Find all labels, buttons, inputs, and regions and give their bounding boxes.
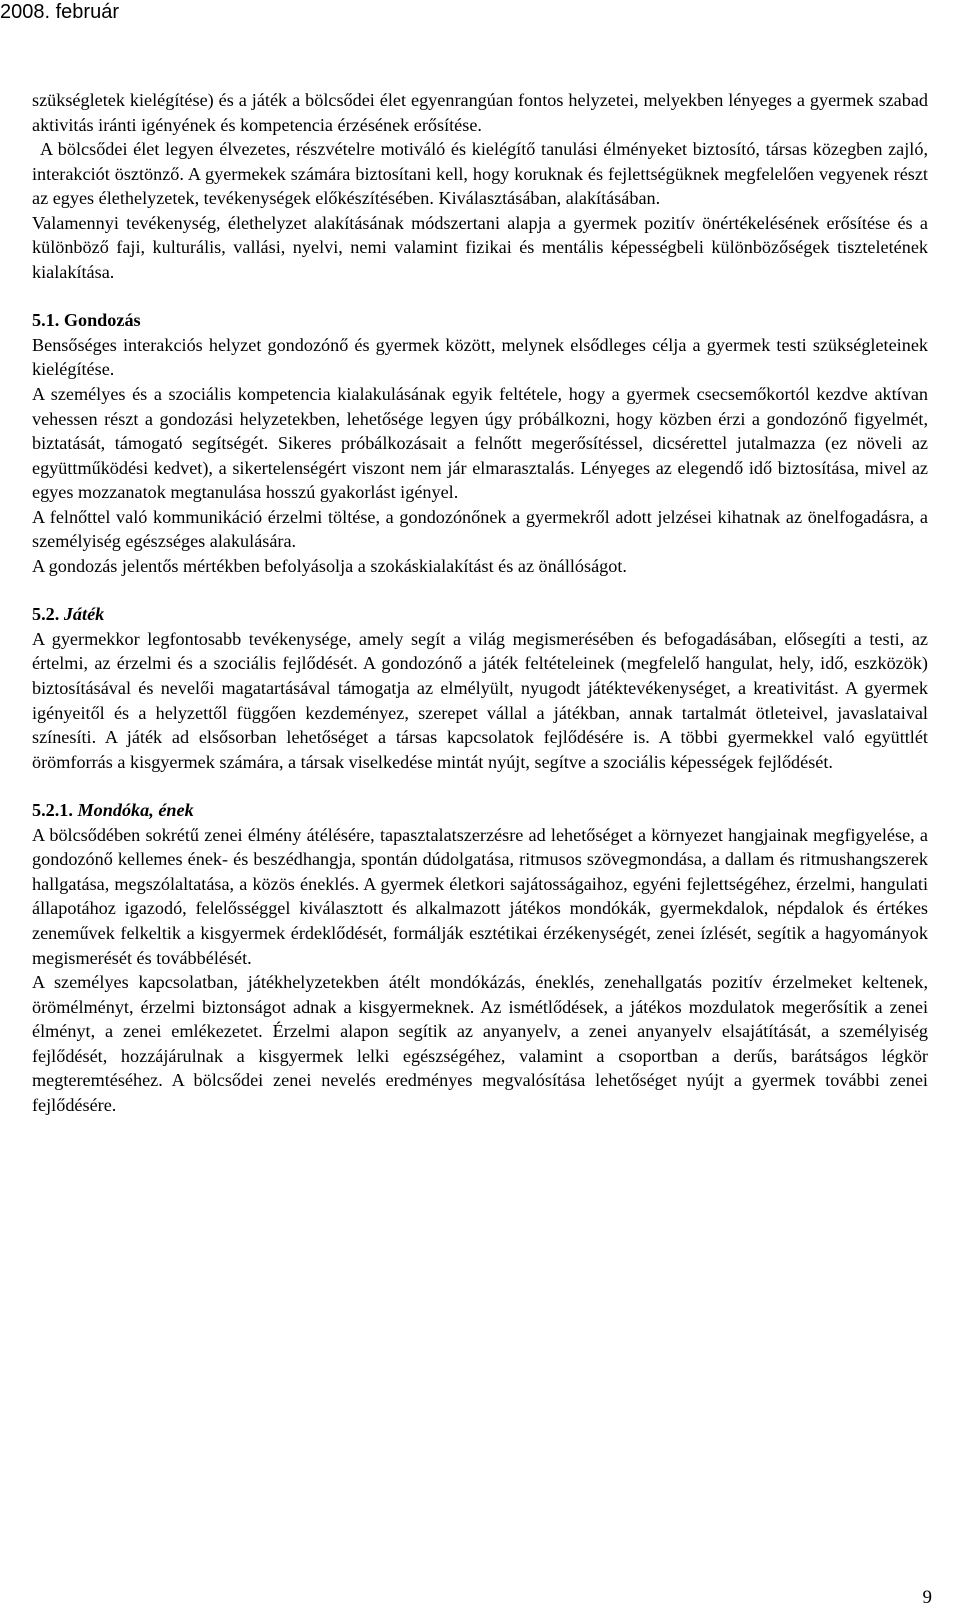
section-5-1-number: 5.1. (32, 310, 60, 331)
intro-paragraph-2: A bölcsődei élet legyen élvezetes, részvételre motiváló és kielégítő tanulási élményeket biztosító, társas közegben zajló, interakciót ösztönző. A gyermekek számára biztosítani kell, hogy koruknak és fejlettségüknek megfelelően vegyenek részt az egyes élethelyzetek, tevékenységek előkészítésében. Kiválasztásában, alakításában. (32, 139, 928, 209)
intro-paragraph-3: Valamennyi tevékenység, élethelyzet alakításának módszertani alapja a gyermek pozitív önértékelésének erősítése és a különböző faji, kulturális, vallási, nyelvi, nemi valamint fizikai és mentális képességbeli különbözőségek tiszteletének kialakítása. (32, 212, 928, 282)
section-5-2-1-paragraph: A személyes kapcsolatban, játékhelyzetekben átélt mondókázás, éneklés, zenehallgatás pozitív érzelmeket keltenek, örömélményt, érzelmi biztonságot adnak a kisgyermeknek. Az ismétlődések, a játékos mozdulatok megerősítik a zenei élményt, a zenei emlékezetet. Érzelmi alapon segítik az anyanyelv, a zenei anyanyelv elsajátítását, a személyiség fejlődését, hozzájárulnak a kisgyermek lelki egészségéhez, valamint a csoportban a derűs, barátságos légkör megteremtéséhez. A bölcsődei zenei nevelés eredményes megvalósítása lehetőséget nyújt a gyermek további zenei fejlődésére. (32, 972, 928, 1115)
section-gap (32, 774, 928, 798)
page-number: 9 (922, 1587, 932, 1608)
section-5-1-paragraph: Bensőséges interakciós helyzet gondozónő és gyermek között, melynek elsődleges célja a gyermek testi szükségleteinek kielégítése. (32, 334, 928, 380)
section-5-2-1-number: 5.2.1. (32, 800, 73, 821)
intro-paragraph-1: szükségletek kielégítése) és a játék a bölcsődei élet egyenrangúan fontos helyzetei, melyekben lényeges a gyermek szabad aktivitás iránti igényének és kompetencia érzésének erősítése. (32, 90, 928, 135)
section-5-2-1-title: Mondóka, ének (77, 800, 194, 821)
section-5-2-paragraph: A gyermekkor legfontosabb tevékenysége, amely segít a világ megismerésében és befogadásában, elősegíti a testi, az értelmi, az érzelmi és a szociális fejlődését. A gondozónő a játék feltételeinek (megfelelő hangulat, hely, idő, eszközök) biztosításával és nevelői magatartásával támogatja az elmélyült, nyugodt játéktevékenységet, a kreativitást. A gyermek igényeitől és a helyzettől függően kezdeményez, szerepet vállal a játékban, annak tartalmát ötleteivel, javaslataival színesíti. A játék ad elsősorban lehetőséget a társas kapcsolatok fejlődésére is. A többi gyermekkel való együttlét örömforrás a kisgyermek számára, a társak viselkedése mintát nyújt, segítve a szociális képességek fejlődését. (32, 628, 928, 772)
section-5-2-heading (32, 602, 928, 627)
section-5-2-number: 5.2. (32, 604, 60, 625)
section-5-1-heading (32, 308, 928, 333)
document-body (32, 88, 928, 1117)
section-gap (32, 284, 928, 308)
section-5-2-1-heading (32, 798, 928, 823)
section-gap (32, 578, 928, 602)
section-5-1-paragraph: A felnőttel való kommunikáció érzelmi töltése, a gondozónőnek a gyermekről adott jelzései kihatnak az önelfogadásra, a személyiség egészséges alakulására. (32, 506, 928, 552)
section-5-2-title: Játék (63, 604, 105, 625)
section-5-1-paragraph: A gondozás jelentős mértékben befolyásolja a szokáskialakítást és az önállóságot. (32, 555, 627, 576)
section-5-2-1-paragraph: A bölcsődében sokrétű zenei élmény átélésére, tapasztalatszerzésre ad lehetőséget a környezet hangjainak megfigyelése, a gondozónő kellemes ének- és beszédhangja, spontán dúdolgatása, ritmusos szövegmondása, a dallam és ritmushangszerek hallgatása, megszólaltatása, a közös éneklés. A gyermek életkori sajátosságaihoz, egyéni fejlettségéhez, érzelmi, hangulati állapotához igazodó, felelősséggel kiválasztott és alkalmazott játékos mondókák, gyermekdalok, népdalok és értékes zeneművek felkeltik a kisgyermek érdeklődését, formálják esztétikai érzékenységét, zenei ízlését, segítik a hagyományok megismerését és továbbélését. (32, 824, 928, 968)
section-5-1-title: Gondozás (63, 310, 141, 331)
header-date: 2008. február (0, 1, 119, 23)
section-5-1-paragraph: A személyes és a szociális kompetencia kialakulásának egyik feltétele, hogy a gyermek csecsemőkortól kezdve aktívan vehessen részt a gondozási helyzetekben, lehetősége legyen úgy próbálkozni, hogy közben érzi a gondozónő figyelmét, biztatását, támogató segítségét. Sikeres próbálkozásait a felnőtt megerősítéssel, dicsérettel jutalmazza (ez növeli az együttműködési kedvet), a sikertelenségért viszont nem jár elmarasztalás. Lényeges az elegendő idő biztosítása, mivel az egyes mozzanatok megtanulása hosszú gyakorlást igényel. (32, 384, 928, 503)
